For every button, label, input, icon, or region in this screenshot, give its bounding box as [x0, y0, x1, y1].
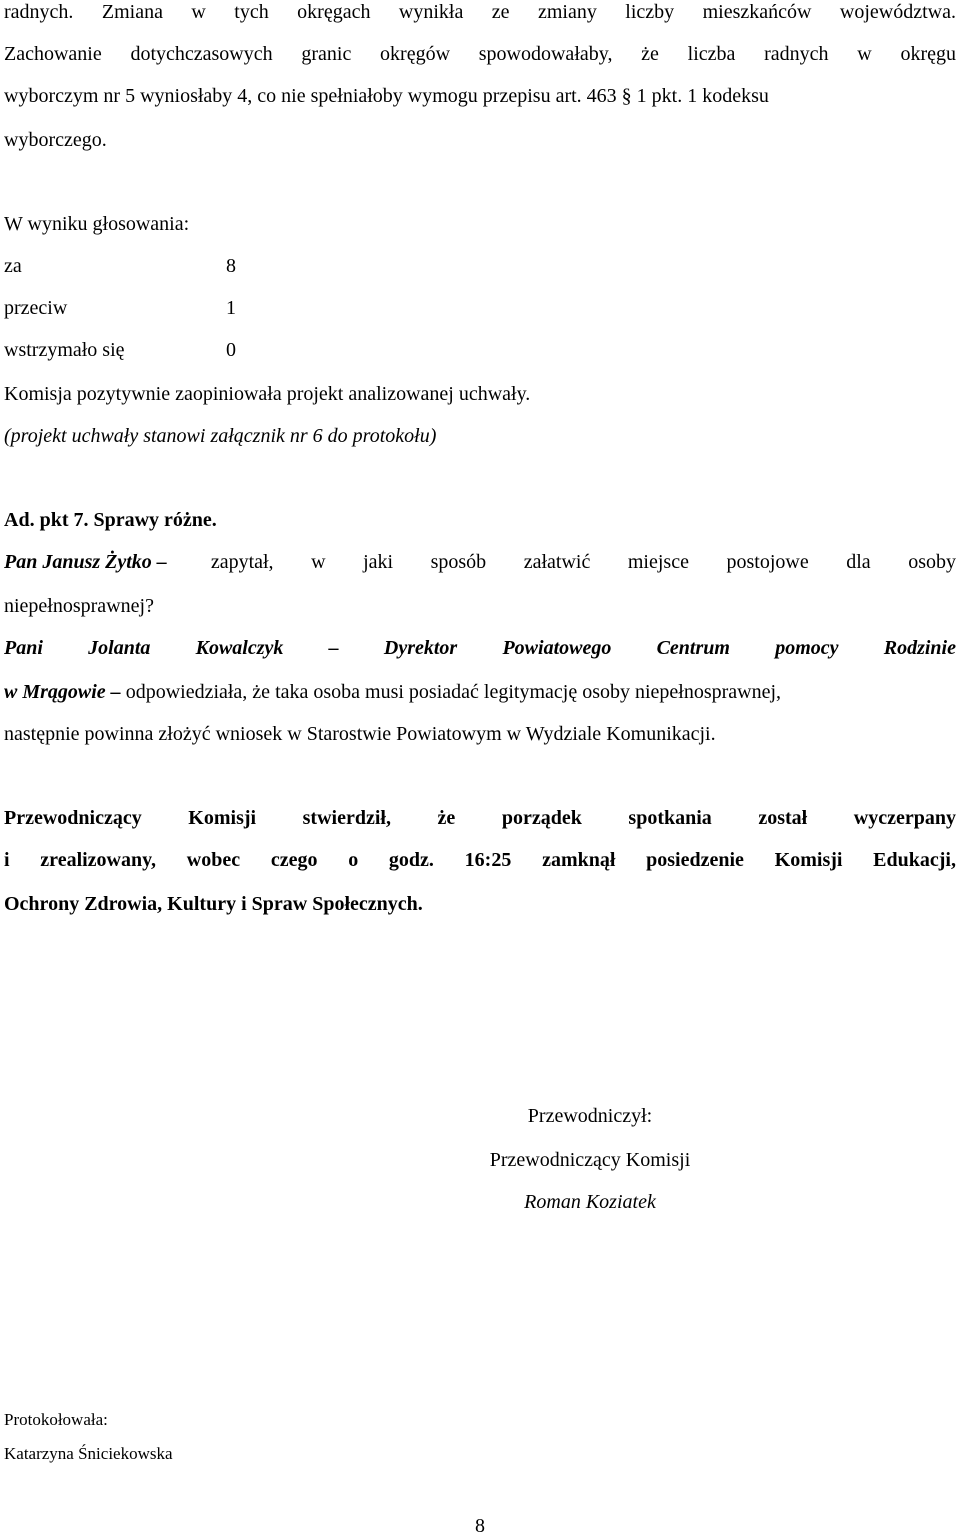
question-line-1: [4, 550, 956, 574]
question-text: zapytał, w jaki sposób załatwić miejsce postojowe dla osoby: [210, 551, 956, 573]
closing-line-1: Przewodniczący Komisji stwierdził, że porządek spotkania został wyczerpany: [4, 807, 956, 829]
signature-label: Przewodniczył:: [527, 1105, 653, 1127]
answer-text-line-3: następnie powinna złożyć wniosek w Starostwie Powiatowym w Wydziale Komunikacji.: [4, 723, 716, 745]
question-speaker: Pan Janusz Żytko –: [4, 551, 167, 573]
intro-line-4: wyborczego.: [4, 129, 107, 151]
answer-speaker-line-1: Pani Jolanta Kowalczyk – Dyrektor Powiatowego Centrum pomocy Rodzinie: [4, 637, 956, 659]
attachment-note: (projekt uchwały stanowi załącznik nr 6 do protokołu): [4, 425, 437, 447]
answer-text-line-2: odpowiedziała, że taka osoba musi posiadać legitymację osoby niepełnosprawnej,: [125, 681, 782, 703]
closing-line-2: i zrealizowany, wobec czego o godz. 16:25 zamknął posiedzenie Komisji Edukacji,: [4, 849, 956, 871]
vote-value-abstain: 0: [226, 339, 236, 361]
intro-line-3: wyborczym nr 5 wyniosłaby 4, co nie spełniałoby wymogu przepisu art. 463 § 1 pkt. 1 kodeksu: [4, 85, 769, 107]
closing-line-3: Ochrony Zdrowia, Kultury i Spraw Społecznych.: [4, 893, 423, 915]
vote-value-for: 8: [226, 255, 236, 277]
signature-name: Roman Koziatek: [524, 1191, 656, 1213]
answer-line-2: [4, 680, 956, 704]
intro-line-1: radnych. Zmiana w tych okręgach wynikła ze zmiany liczby mieszkańców województwa.: [4, 1, 956, 23]
vote-label-against: przeciw: [4, 297, 68, 319]
question-line-2: niepełnosprawnej?: [4, 595, 154, 617]
vote-heading: W wyniku głosowania:: [4, 213, 190, 235]
minutes-taker-name: Katarzyna Śniciekowska: [4, 1444, 173, 1463]
vote-label-abstain: wstrzymało się: [4, 339, 125, 361]
vote-value-against: 1: [226, 297, 236, 319]
minutes-taker-label: Protokołowała:: [4, 1410, 108, 1429]
page-number: 8: [475, 1515, 485, 1537]
intro-line-2: Zachowanie dotychczasowych granic okręgów spowodowałaby, że liczba radnych w okręgu: [4, 43, 956, 65]
signature-role: Przewodniczący Komisji: [489, 1149, 691, 1171]
section-heading: Ad. pkt 7. Sprawy różne.: [4, 509, 217, 531]
answer-speaker-line-2: w Mrągowie –: [4, 681, 121, 703]
vote-opinion: Komisja pozytywnie zaopiniowała projekt analizowanej uchwały.: [4, 383, 531, 405]
vote-label-for: za: [4, 255, 22, 277]
